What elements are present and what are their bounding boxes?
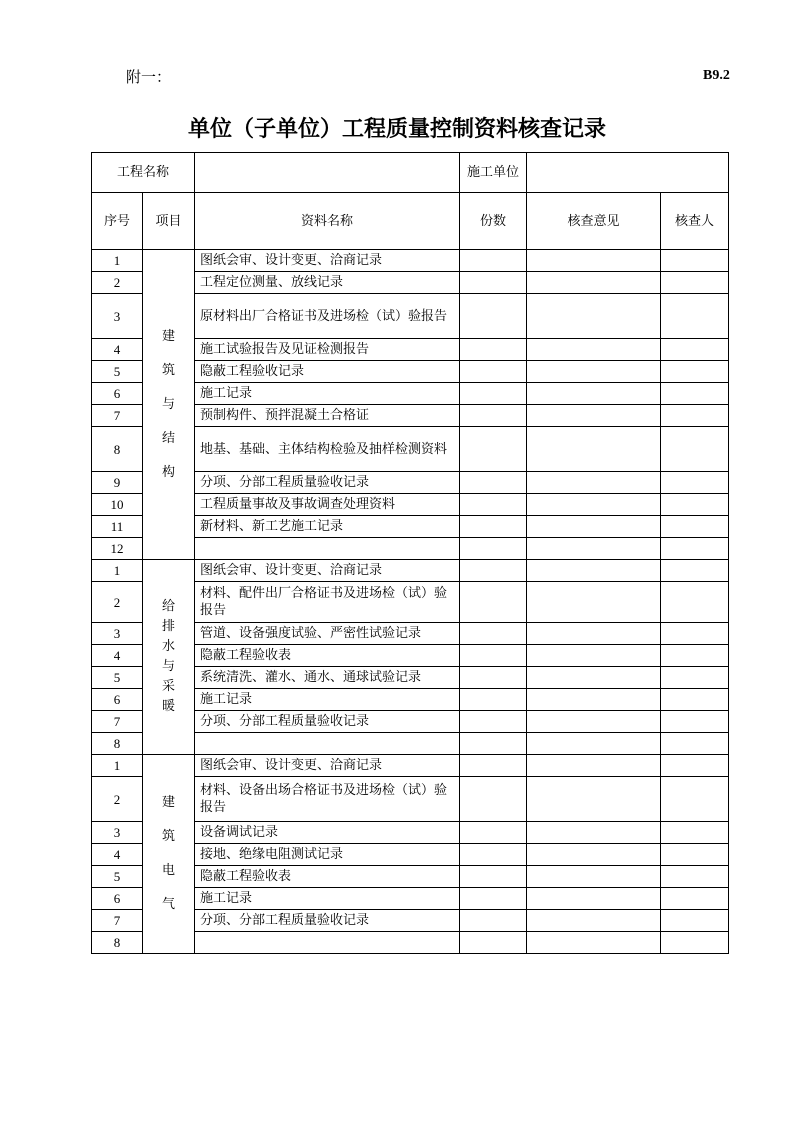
checker-cell[interactable] [661, 516, 729, 538]
doc-name-cell: 管道、设备强度试验、严密性试验记录 [195, 623, 460, 645]
copies-cell[interactable] [460, 294, 527, 339]
opinion-cell[interactable] [527, 623, 661, 645]
copies-cell[interactable] [460, 582, 527, 623]
opinion-cell[interactable] [527, 733, 661, 755]
category-label: 建筑与结构 [161, 328, 175, 480]
checker-cell[interactable] [661, 844, 729, 866]
column-header-row [92, 193, 729, 250]
copies-cell[interactable] [460, 623, 527, 645]
checker-cell[interactable] [661, 250, 729, 272]
category-cell [143, 250, 195, 560]
row-seq: 4 [92, 339, 143, 361]
form-code: B9.2 [703, 68, 730, 83]
checker-cell[interactable] [661, 777, 729, 822]
copies-cell[interactable] [460, 888, 527, 910]
checker-cell[interactable] [661, 733, 729, 755]
doc-name-cell: 施工记录 [195, 888, 460, 910]
category-cell [143, 755, 195, 954]
checker-cell[interactable] [661, 932, 729, 954]
category-cell [143, 560, 195, 755]
row-seq: 8 [92, 932, 143, 954]
copies-cell[interactable] [460, 866, 527, 888]
opinion-cell[interactable] [527, 910, 661, 932]
row-seq: 6 [92, 689, 143, 711]
copies-cell[interactable] [460, 516, 527, 538]
copies-cell[interactable] [460, 383, 527, 405]
row-seq: 8 [92, 733, 143, 755]
checker-cell[interactable] [661, 560, 729, 582]
col-checker: 核查人 [661, 193, 729, 250]
opinion-cell[interactable] [527, 582, 661, 623]
opinion-cell[interactable] [527, 888, 661, 910]
opinion-cell[interactable] [527, 472, 661, 494]
checker-cell[interactable] [661, 383, 729, 405]
table-row [92, 250, 729, 272]
doc-name-cell: 分项、分部工程质量验收记录 [195, 472, 460, 494]
doc-name-cell: 隐蔽工程验收表 [195, 645, 460, 667]
checker-cell[interactable] [661, 494, 729, 516]
row-seq: 1 [92, 755, 143, 777]
copies-cell[interactable] [460, 538, 527, 560]
quality-control-table [91, 152, 729, 954]
row-seq: 5 [92, 667, 143, 689]
project-name-label: 工程名称 [92, 153, 195, 193]
copies-cell[interactable] [460, 689, 527, 711]
copies-cell[interactable] [460, 645, 527, 667]
construction-unit-field[interactable] [527, 153, 729, 193]
opinion-cell[interactable] [527, 339, 661, 361]
annex-label: 附一： [126, 68, 172, 86]
doc-name-cell: 施工记录 [195, 383, 460, 405]
doc-name-cell: 施工试验报告及见证检测报告 [195, 339, 460, 361]
opinion-cell[interactable] [527, 844, 661, 866]
row-seq: 6 [92, 888, 143, 910]
copies-cell[interactable] [460, 272, 527, 294]
doc-name-cell: 分项、分部工程质量验收记录 [195, 711, 460, 733]
doc-name-cell: 原材料出厂合格证书及进场检（试）验报告 [195, 294, 460, 339]
checker-cell[interactable] [661, 822, 729, 844]
copies-cell[interactable] [460, 711, 527, 733]
checker-cell[interactable] [661, 472, 729, 494]
opinion-cell[interactable] [527, 494, 661, 516]
row-seq: 1 [92, 250, 143, 272]
row-seq: 1 [92, 560, 143, 582]
doc-name-cell: 施工记录 [195, 689, 460, 711]
doc-name-cell: 接地、绝缘电阻测试记录 [195, 844, 460, 866]
category-label: 建筑电气 [161, 795, 175, 912]
doc-name-cell: 隐蔽工程验收记录 [195, 361, 460, 383]
copies-cell[interactable] [460, 250, 527, 272]
doc-name-cell: 系统清洗、灌水、通水、通球试验记录 [195, 667, 460, 689]
opinion-cell[interactable] [527, 361, 661, 383]
row-seq: 4 [92, 645, 143, 667]
checker-cell[interactable] [661, 689, 729, 711]
copies-cell[interactable] [460, 560, 527, 582]
doc-name-cell: 工程定位测量、放线记录 [195, 272, 460, 294]
row-seq: 8 [92, 427, 143, 472]
opinion-cell[interactable] [527, 932, 661, 954]
doc-name-cell: 工程质量事故及事故调查处理资料 [195, 494, 460, 516]
opinion-cell[interactable] [527, 711, 661, 733]
checker-cell[interactable] [661, 582, 729, 623]
row-seq: 10 [92, 494, 143, 516]
checker-cell[interactable] [661, 272, 729, 294]
checker-cell[interactable] [661, 755, 729, 777]
doc-name-cell: 预制构件、预拌混凝土合格证 [195, 405, 460, 427]
opinion-cell[interactable] [527, 405, 661, 427]
checker-cell[interactable] [661, 339, 729, 361]
opinion-cell[interactable] [527, 689, 661, 711]
col-doc-name: 资料名称 [195, 193, 460, 250]
row-seq: 12 [92, 538, 143, 560]
copies-cell[interactable] [460, 494, 527, 516]
checker-cell[interactable] [661, 538, 729, 560]
row-seq: 7 [92, 910, 143, 932]
construction-unit-label: 施工单位 [460, 153, 527, 193]
checker-cell[interactable] [661, 294, 729, 339]
copies-cell[interactable] [460, 777, 527, 822]
copies-cell[interactable] [460, 733, 527, 755]
row-seq: 3 [92, 822, 143, 844]
row-seq: 7 [92, 405, 143, 427]
row-seq: 11 [92, 516, 143, 538]
table-row [92, 755, 729, 777]
row-seq: 4 [92, 844, 143, 866]
opinion-cell[interactable] [527, 516, 661, 538]
row-seq: 7 [92, 711, 143, 733]
opinion-cell[interactable] [527, 427, 661, 472]
row-seq: 5 [92, 866, 143, 888]
checker-cell[interactable] [661, 711, 729, 733]
copies-cell[interactable] [460, 667, 527, 689]
col-copies: 份数 [460, 193, 527, 250]
checker-cell[interactable] [661, 910, 729, 932]
page-title: 单位（子单位）工程质量控制资料核查记录 [187, 117, 606, 142]
opinion-cell[interactable] [527, 777, 661, 822]
checker-cell[interactable] [661, 405, 729, 427]
opinion-cell[interactable] [527, 560, 661, 582]
row-seq: 2 [92, 582, 143, 623]
doc-name-cell: 设备调试记录 [195, 822, 460, 844]
row-seq: 3 [92, 294, 143, 339]
checker-cell[interactable] [661, 888, 729, 910]
opinion-cell[interactable] [527, 755, 661, 777]
copies-cell[interactable] [460, 932, 527, 954]
table-row [92, 560, 729, 582]
opinion-cell[interactable] [527, 294, 661, 339]
opinion-cell[interactable] [527, 383, 661, 405]
row-seq: 2 [92, 272, 143, 294]
opinion-cell[interactable] [527, 272, 661, 294]
opinion-cell[interactable] [527, 822, 661, 844]
doc-name-cell: 隐蔽工程验收表 [195, 866, 460, 888]
checker-cell[interactable] [661, 866, 729, 888]
doc-name-cell: 图纸会审、设计变更、洽商记录 [195, 250, 460, 272]
doc-name-cell: 图纸会审、设计变更、洽商记录 [195, 755, 460, 777]
checker-cell[interactable] [661, 667, 729, 689]
doc-name-cell: 新材料、新工艺施工记录 [195, 516, 460, 538]
project-name-field[interactable] [195, 153, 460, 193]
checker-cell[interactable] [661, 427, 729, 472]
opinion-cell[interactable] [527, 667, 661, 689]
row-seq: 9 [92, 472, 143, 494]
col-opinion: 核查意见 [527, 193, 661, 250]
opinion-cell[interactable] [527, 250, 661, 272]
row-seq: 6 [92, 383, 143, 405]
header-row [92, 153, 729, 193]
copies-cell[interactable] [460, 427, 527, 472]
copies-cell[interactable] [460, 822, 527, 844]
opinion-cell[interactable] [527, 538, 661, 560]
doc-name-cell: 地基、基础、主体结构检验及抽样检测资料 [195, 427, 460, 472]
copies-cell[interactable] [460, 339, 527, 361]
checker-cell[interactable] [661, 623, 729, 645]
copies-cell[interactable] [460, 755, 527, 777]
col-seq: 序号 [92, 193, 143, 250]
doc-name-cell: 材料、配件出厂合格证书及进场检（试）验报告 [195, 582, 460, 623]
doc-name-cell: 材料、设备出场合格证书及进场检（试）验报告 [195, 777, 460, 822]
copies-cell[interactable] [460, 405, 527, 427]
doc-name-cell [195, 733, 460, 755]
opinion-cell[interactable] [527, 866, 661, 888]
checker-cell[interactable] [661, 645, 729, 667]
category-label: 给排水与采暖 [161, 599, 175, 714]
row-seq: 5 [92, 361, 143, 383]
col-item: 项目 [143, 193, 195, 250]
copies-cell[interactable] [460, 361, 527, 383]
row-seq: 2 [92, 777, 143, 822]
doc-name-cell [195, 538, 460, 560]
copies-cell[interactable] [460, 844, 527, 866]
doc-name-cell: 图纸会审、设计变更、洽商记录 [195, 560, 460, 582]
doc-name-cell [195, 932, 460, 954]
row-seq: 3 [92, 623, 143, 645]
doc-name-cell: 分项、分部工程质量验收记录 [195, 910, 460, 932]
copies-cell[interactable] [460, 472, 527, 494]
opinion-cell[interactable] [527, 645, 661, 667]
copies-cell[interactable] [460, 910, 527, 932]
checker-cell[interactable] [661, 361, 729, 383]
